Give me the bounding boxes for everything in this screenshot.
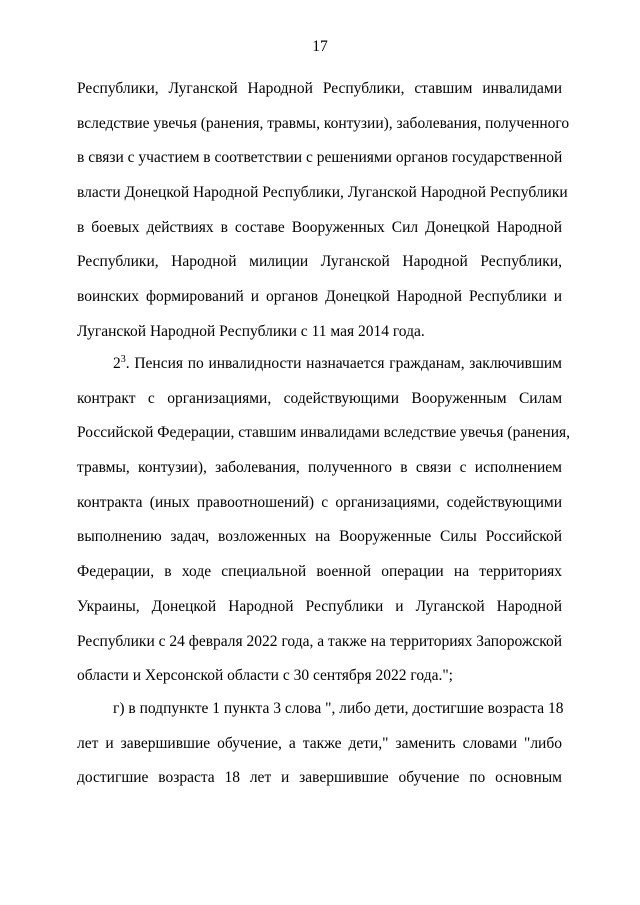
text-line: травмы, контузии), заболевания, полученного в связи с исполнением <box>77 459 562 477</box>
paragraph-first-line <box>77 347 562 382</box>
text-line: Российской Федерации, ставшим инвалидами вследствие увечья (ранения, <box>77 424 570 442</box>
text-line: Республики с 24 февраля 2022 года, а также на территориях Запорожской <box>77 632 562 650</box>
text-run: . Пенсия по инвалидности назначается гражданам, заключившим <box>125 355 562 372</box>
text-line: Луганской Народной Республики с 11 мая 2014 года. <box>77 322 425 340</box>
text-line: в связи с участием в соответствии с решениями органов государственной <box>77 149 563 167</box>
paragraph-continuation <box>77 72 570 350</box>
clause-number-superscript: 3 <box>120 353 126 365</box>
text-line: области и Херсонской области с 30 сентября 2022 года."; <box>77 667 453 685</box>
text-line: г) в подпункте 1 пункта 3 слова ", либо дети, достигшие возраста 18 <box>113 700 564 717</box>
text-line: контракт с организациями, содействующими Вооруженным Силам <box>77 389 562 407</box>
text-line: достигшие возраста 18 лет и завершившие обучение по основным <box>77 769 562 787</box>
text-line: Республики, Народной милиции Луганской Народной Республики, <box>77 253 562 271</box>
text-line: власти Донецкой Народной Республики, Луганской Народной Республики <box>77 184 568 202</box>
text-line: лет и завершившие обучение, а также дети," заменить словами "либо <box>77 734 562 752</box>
text-line: Федерации, в ходе специальной военной операции на территориях <box>77 563 562 581</box>
text-line: вследствие увечья (ранения, травмы, контузии), заболевания, полученного <box>77 114 570 132</box>
text-line: Республики, Луганской Народной Республики, ставшим инвалидами <box>77 80 562 97</box>
text-line: Украины, Донецкой Народной Республики и Луганской Народной <box>77 597 562 615</box>
text-line: выполнению задач, возложенных на Вооруженные Силы Российской <box>77 528 562 546</box>
paragraph-2-3 <box>77 347 570 694</box>
clause-number: 2 <box>113 355 121 372</box>
text-line: контракта (иных правоотношений) с организациями, содействующими <box>77 493 562 511</box>
page-number: 17 <box>312 38 328 55</box>
text-line: в боевых действиях в составе Вооруженных Сил Донецкой Народной <box>77 218 562 236</box>
paragraph-subitem-g <box>77 692 562 796</box>
text-line: воинских формирований и органов Донецкой Народной Республики и <box>77 288 562 306</box>
